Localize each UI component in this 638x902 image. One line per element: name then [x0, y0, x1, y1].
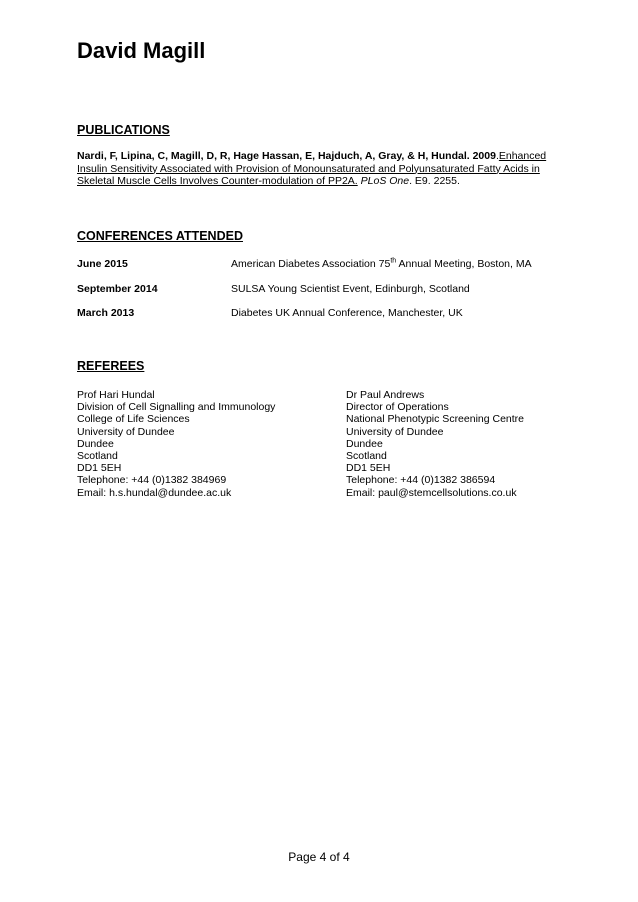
referee-telephone: Telephone: +44 (0)1382 386594: [346, 474, 496, 487]
referee-left: [77, 389, 275, 499]
conference-date: September 2014: [77, 283, 158, 295]
referee-country: Scotland: [346, 450, 387, 463]
conference-date: March 2013: [77, 307, 135, 319]
referee-right: [346, 389, 524, 499]
referee-email: Email: paul@stemcellsolutions.co.uk: [346, 486, 517, 499]
conference-event-prefix: American Diabetes Association 75: [231, 258, 391, 270]
referee-name: Dr Paul Andrews: [346, 389, 425, 401]
referee-email: Email: h.s.hundal@dundee.ac.uk: [77, 486, 232, 499]
referee-name: Prof Hari Hundal: [77, 389, 155, 401]
conference-event-superscript: th: [390, 257, 397, 265]
conference-event-suffix: Annual Meeting, Boston, MA: [396, 258, 532, 270]
referee-postcode: DD1 5EH: [346, 462, 391, 475]
conference-event: SULSA Young Scientist Event, Edinburgh, Scotland: [231, 283, 470, 295]
publication-citation: . E9. 2255.: [409, 175, 460, 187]
referee-city: Dundee: [346, 437, 383, 450]
publication-entry: [77, 150, 562, 188]
referee-department: Director of Operations: [346, 401, 449, 414]
cv-name: David Magill: [77, 38, 206, 63]
publications-heading: PUBLICATIONS: [77, 123, 170, 137]
referee-country: Scotland: [77, 450, 118, 463]
conferences-heading: CONFERENCES ATTENDED: [77, 229, 243, 243]
referee-college: College of Life Sciences: [77, 413, 190, 426]
conference-event: Diabetes UK Annual Conference, Manchester, UK: [231, 307, 463, 319]
referee-telephone: Telephone: +44 (0)1382 384969: [77, 474, 227, 487]
conference-event: [231, 257, 532, 271]
publication-authors: Nardi, F, Lipina, C, Magill, D, R, Hage Hassan, E, Hajduch, A, Gray, & H, Hundal. 2009: [77, 150, 496, 162]
referee-university: University of Dundee: [346, 425, 444, 438]
page-number: Page 4 of 4: [288, 850, 350, 864]
publication-title-link[interactable]: Enhanced Insulin Sensitivity Associated with Provision of Monounsaturated and Polyunsaturated Fatty Acids in Skeletal Muscle Cells Involves Counter-modulation of PP2A.: [77, 150, 547, 187]
referee-city: Dundee: [77, 437, 114, 450]
publication-journal: PLoS One: [360, 175, 410, 187]
referees-heading: REFEREES: [77, 359, 145, 373]
conference-date: June 2015: [77, 258, 128, 270]
referee-college: National Phenotypic Screening Centre: [346, 413, 525, 426]
referee-department: Division of Cell Signalling and Immunology: [77, 401, 276, 414]
referee-postcode: DD1 5EH: [77, 462, 122, 475]
publication-separator: .: [495, 150, 499, 162]
referee-university: University of Dundee: [77, 425, 175, 438]
